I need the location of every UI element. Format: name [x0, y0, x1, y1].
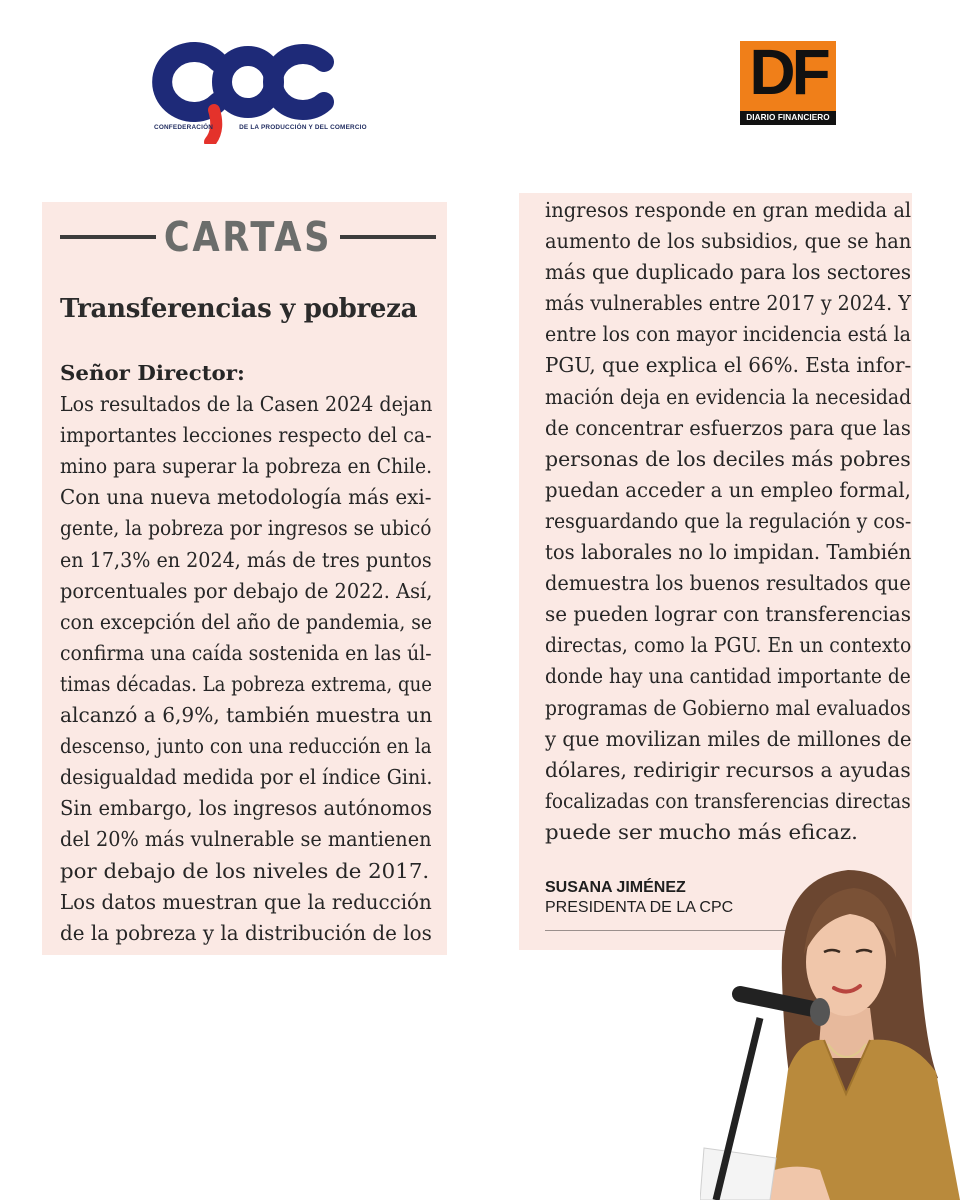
body-line: puede ser mucho más eficaz.	[545, 819, 858, 844]
body-line: dólares, redirigir recursos a ayudas	[545, 757, 911, 782]
df-logo	[740, 36, 836, 125]
letter-body-left	[60, 358, 481, 949]
body-line: desigualdad medida por el índice Gini.	[60, 765, 433, 790]
body-line: mación deja en evidencia la necesidad	[545, 384, 912, 409]
body-line: se pueden lograr con transferencias	[545, 602, 911, 627]
body-line: donde hay una cantidad importante de	[545, 664, 911, 689]
body-line: de la pobreza y la distribución de los	[60, 920, 432, 945]
body-line: focalizadas con transferencias directas	[545, 788, 911, 813]
body-line: en 17,3% en 2024, más de tres puntos	[60, 547, 432, 572]
body-line: programas de Gobierno mal evaluados	[545, 695, 911, 720]
body-line: Los datos muestran que la reducción	[60, 889, 432, 914]
body-line: gente, la pobreza por ingresos se ubicó	[60, 516, 432, 541]
body-line: tos laborales no lo impidan. También	[545, 540, 912, 565]
header-rule-right	[340, 235, 436, 239]
body-line: entre los con mayor incidencia está la	[545, 322, 912, 347]
body-line: y que movilizan miles de millones de	[545, 726, 912, 751]
body-line: alcanzó a 6,9%, también muestra un	[60, 703, 433, 728]
signature-role: PRESIDENTA DE LA CPC	[545, 899, 734, 916]
body-line: por debajo de los niveles de 2017.	[60, 858, 430, 883]
body-line: porcentuales por debajo de 2022. Así,	[60, 578, 433, 603]
body-line: PGU, que explica el 66%. Esta infor-	[545, 353, 912, 378]
body-line: puedan acceder a un empleo formal,	[545, 477, 911, 502]
body-line: Los resultados de la Casen 2024 dejan	[60, 392, 433, 417]
body-line: personas de los deciles más pobres	[545, 446, 911, 471]
df-caption: DIARIO FINANCIERO	[740, 111, 836, 125]
cpc-logo	[148, 40, 367, 144]
letter-clipping-left	[42, 202, 447, 955]
signature-name: SUSANA JIMÉNEZ	[545, 879, 686, 896]
df-logo-box	[740, 36, 836, 111]
body-line: ingresos responde en gran medida al	[545, 198, 912, 222]
body-line: timas décadas. La pobreza extrema, que	[60, 671, 432, 696]
body-line: de concentrar esfuerzos para que las	[545, 415, 911, 440]
letter-clipping-right	[519, 193, 912, 950]
section-title: CARTAS	[163, 213, 333, 261]
section-header	[60, 214, 436, 262]
body-line: Sin embargo, los ingresos autónomos	[60, 796, 433, 821]
body-line: más vulnerables entre 2017 y 2024. Y	[545, 291, 911, 316]
letter-body-right	[545, 195, 912, 848]
body-line: mino para superar la pobreza en Chile.	[60, 454, 433, 479]
body-line: aumento de los subsidios, que se han	[545, 229, 912, 254]
salutation: Señor Director:	[60, 361, 245, 385]
body-line: con excepción del año de pandemia, se	[60, 609, 433, 634]
speaker-photo	[700, 858, 960, 1200]
cpc-caption: CONFEDERACIÓN DE LA PRODUCCIÓN Y DEL COMERCIO	[154, 124, 367, 131]
speaker-photo-illustration	[700, 858, 960, 1200]
body-line: resguardando que la regulación y cos-	[545, 508, 912, 533]
body-line: Con una nueva metodología más exi-	[60, 485, 432, 510]
body-line: confirma una caída sostenida en las úl-	[60, 640, 432, 665]
letter-title: Transferencias y pobreza	[60, 294, 418, 324]
body-line: del 20% más vulnerable se mantienen	[60, 827, 432, 852]
body-line: importantes lecciones respecto del ca-	[60, 423, 432, 448]
body-line: directas, como la PGU. En un contexto	[545, 633, 912, 658]
df-letters: DF	[749, 36, 827, 108]
body-line: descenso, junto con una reducción en la	[60, 734, 432, 759]
body-line: demuestra los buenos resultados que	[545, 571, 911, 596]
body-line: más que duplicado para los sectores	[545, 260, 912, 285]
